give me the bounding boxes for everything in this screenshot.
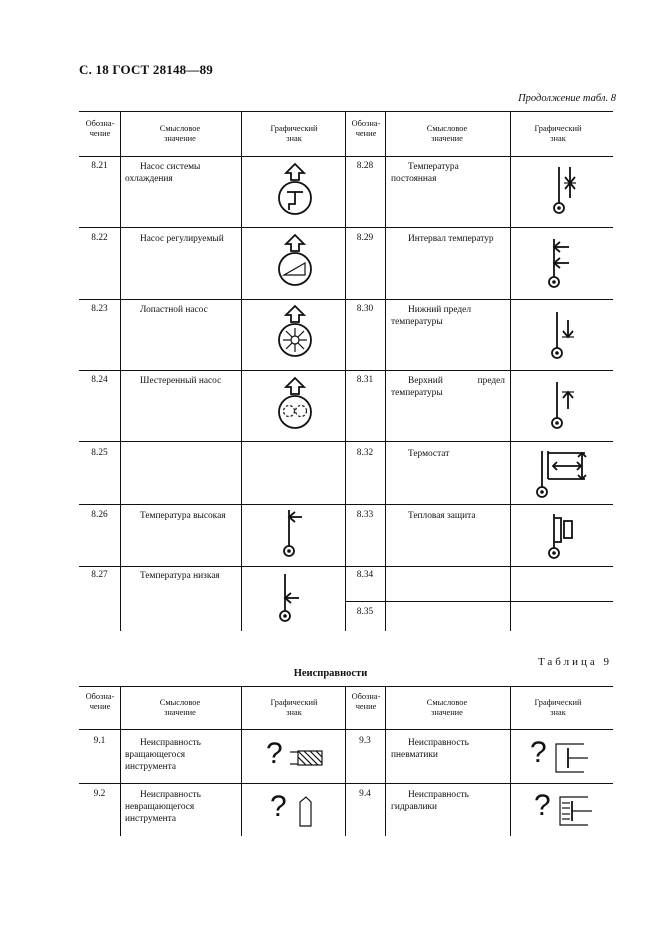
constant-temperature-icon — [550, 165, 580, 217]
header-sign: Графический знак — [270, 698, 318, 717]
rotating-tool-fault-icon — [266, 739, 326, 779]
table9-vline — [385, 686, 386, 836]
row-number: 9.2 — [93, 789, 106, 799]
thermostat-icon — [533, 447, 593, 501]
temperature-interval-icon — [545, 237, 579, 291]
vane-pump-icon — [275, 304, 315, 366]
pneumatics-fault-icon — [530, 738, 592, 778]
header-sign: Графический знак — [534, 698, 582, 717]
row-meaning: Интервал температур — [408, 234, 494, 244]
row-meaning: Верхний предел температуры — [391, 376, 505, 398]
row-number: 8.31 — [356, 375, 374, 385]
table9-title: Неисправности — [293, 668, 368, 679]
table9-label: Таблица 9 — [537, 656, 612, 668]
table-continuation-label: Продолжение табл. 8 — [518, 93, 616, 104]
lower-temperature-limit-icon — [548, 310, 578, 362]
table9-vline — [120, 686, 121, 836]
high-temperature-icon — [280, 508, 310, 560]
row-meaning: Неисправность гидравлики — [391, 790, 469, 812]
row-meaning: Шестеренный насос — [140, 376, 222, 386]
row-meaning: Температура высокая — [140, 511, 226, 521]
question-mark-icon: ? — [270, 790, 287, 823]
question-mark-icon: ? — [266, 737, 283, 770]
header-designation: Обозна-чение — [351, 692, 381, 711]
table8-row-rule — [79, 227, 613, 228]
header-meaning: Смысловое значение — [159, 698, 201, 717]
question-mark-icon: ? — [530, 736, 547, 769]
upper-temperature-limit-icon — [548, 380, 578, 432]
row-number: 9.1 — [93, 736, 106, 746]
row-meaning: Нижний предел температуры — [391, 305, 472, 327]
table8-row-rule — [79, 504, 613, 505]
table8-vline — [510, 111, 511, 631]
table8-vline — [120, 111, 121, 631]
row-number: 8.25 — [91, 448, 108, 458]
table9-vline — [510, 686, 511, 836]
thermal-protection-icon — [545, 512, 579, 562]
table8-vline — [345, 111, 346, 631]
adjustable-pump-icon — [275, 233, 315, 295]
row-number: 8.23 — [91, 304, 108, 314]
table8-top-rule — [79, 111, 613, 112]
non-rotating-tool-fault-icon — [270, 792, 320, 832]
gear-pump-icon — [275, 376, 315, 438]
row-meaning: Неисправность невращающегося инструмента — [125, 790, 201, 824]
row-number: 8.24 — [91, 375, 108, 385]
row-number: 8.30 — [356, 304, 374, 314]
row-number: 8.28 — [356, 161, 374, 171]
table9-vline — [345, 686, 346, 836]
row-number: 8.29 — [356, 233, 374, 243]
table8-vline — [385, 111, 386, 631]
table8-row-rule — [79, 370, 613, 371]
row-number: 9.4 — [359, 789, 371, 799]
row-meaning: Насос системы охлаждения — [125, 162, 201, 184]
question-mark-icon: ? — [534, 789, 551, 822]
row-meaning: Термостат — [408, 449, 450, 459]
table9-top-rule — [79, 686, 613, 687]
row-number: 8.26 — [91, 510, 108, 520]
row-number: 8.33 — [356, 510, 374, 520]
hatched-tool-icon — [290, 749, 324, 767]
header-designation: Обозна-чение — [351, 119, 381, 138]
row-meaning: Насос регулируемый — [140, 234, 224, 244]
row-meaning: Неисправность вращающегося инструмента — [125, 738, 201, 772]
table9-vline — [241, 686, 242, 836]
page-header: С. 18 ГОСТ 28148—89 — [79, 62, 213, 77]
hydraulics-fault-icon — [534, 791, 596, 831]
header-meaning: Смысловое значение — [159, 124, 201, 143]
cooling-pump-icon — [275, 162, 315, 224]
row-meaning: Температура постоянная — [391, 162, 459, 184]
table8-vline — [241, 111, 242, 631]
row-meaning: Лопастной насос — [140, 305, 208, 315]
table8-row-rule — [79, 441, 613, 442]
row-number: 8.22 — [91, 233, 108, 243]
row-number: 8.27 — [91, 570, 108, 580]
header-sign: Графический знак — [270, 124, 318, 143]
table8-row-rule — [345, 601, 613, 602]
row-number: 8.34 — [356, 570, 374, 580]
pneumatic-cylinder-icon — [554, 742, 590, 774]
hydraulic-cylinder-icon — [558, 795, 594, 827]
row-number: 9.3 — [359, 736, 371, 746]
header-meaning: Смысловое значение — [426, 698, 468, 717]
table9-header-rule — [79, 729, 613, 730]
header-meaning: Смысловое значение — [426, 124, 468, 143]
row-meaning: Тепловая защита — [408, 511, 476, 521]
table8-row-rule — [79, 566, 613, 567]
row-meaning: Неисправность пневматики — [391, 738, 469, 760]
low-temperature-icon — [275, 572, 305, 628]
table8-header-rule — [79, 156, 613, 157]
header-designation: Обозна-чение — [85, 119, 115, 138]
row-number: 8.21 — [91, 161, 108, 171]
cutting-tool-icon — [298, 796, 314, 828]
table9-row-rule — [79, 783, 613, 784]
row-number: 8.32 — [356, 448, 374, 458]
row-meaning: Температура низкая — [140, 571, 220, 581]
row-number: 8.35 — [356, 607, 374, 617]
header-sign: Графический знак — [534, 124, 582, 143]
header-designation: Обозна-чение — [85, 692, 115, 711]
table8-row-rule — [79, 299, 613, 300]
